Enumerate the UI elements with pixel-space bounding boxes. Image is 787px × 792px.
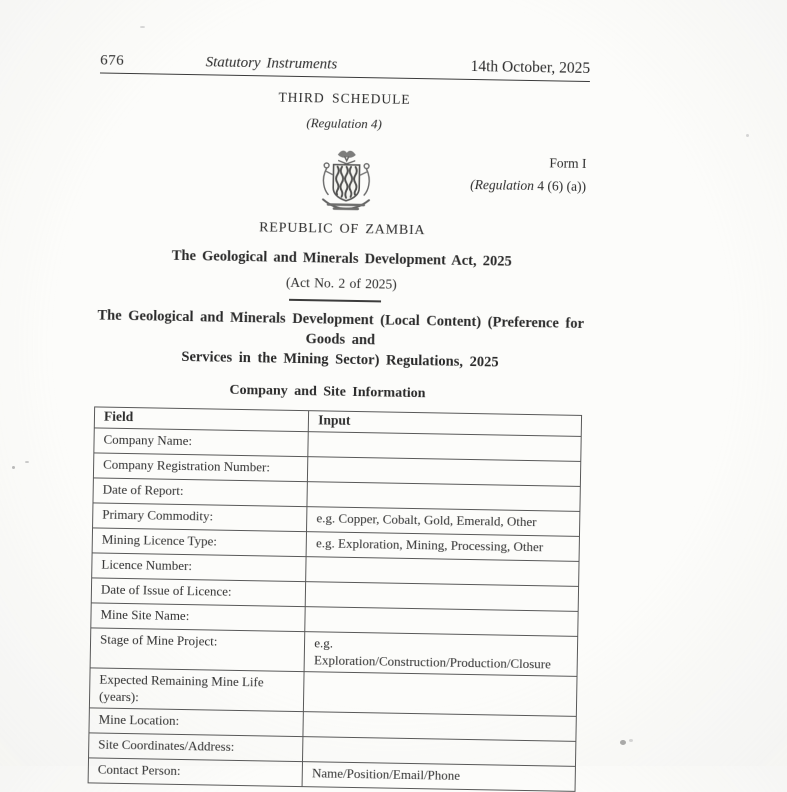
scan-speck	[25, 461, 29, 463]
input-cell	[304, 672, 577, 717]
regulations-title	[83, 305, 598, 374]
field-cell: Mine Site Name:	[91, 603, 306, 632]
form-regulation-rest: 4 (6) (a))	[533, 178, 587, 194]
field-cell: Company Registration Number:	[93, 453, 308, 482]
column-header-input: Input	[309, 411, 582, 437]
schedule-regulation: (Regulation 4)	[306, 115, 382, 132]
country-title: REPUBLIC OF ZAMBIA	[259, 220, 426, 239]
field-cell: Date of Issue of Licence:	[91, 578, 306, 607]
field-cell: Mine Location:	[89, 708, 304, 737]
divider-rule	[289, 299, 381, 303]
column-header-field: Field	[94, 407, 309, 432]
page-content	[88, 51, 591, 791]
arms-and-form-row	[98, 141, 589, 222]
field-cell: Company Name:	[94, 428, 309, 457]
scan-speck	[12, 466, 15, 469]
scan-speck	[746, 134, 749, 137]
field-cell: Site Coordinates/Address:	[89, 733, 304, 762]
field-cell: Primary Commodity:	[93, 503, 308, 532]
form-regulation	[470, 173, 586, 198]
field-cell: Stage of Mine Project:	[90, 628, 305, 672]
act-title: The Geological and Minerals Development Act, 2025	[171, 247, 512, 270]
form-regulation-italic: (Regulation	[470, 176, 535, 194]
header-date: 14th October, 2025	[470, 57, 591, 78]
field-cell: Contact Person:	[88, 758, 303, 787]
regulations-title-line1: The Geological and Minerals Development (Local Content) (Preference for Goods and	[97, 307, 585, 349]
input-cell: e.g. Copper, Cobalt, Gold, Emerald, Other	[307, 507, 580, 537]
zambia-coat-of-arms-icon	[306, 145, 387, 221]
field-cell: Licence Number:	[92, 553, 307, 582]
input-cell: Name/Position/Email/Phone	[302, 762, 575, 792]
field-cell: Date of Report:	[93, 478, 308, 507]
field-cell: Mining Licence Type:	[92, 528, 307, 557]
form-reference	[470, 150, 587, 198]
input-cell: e.g. Exploration/Construction/Production/Closure	[304, 632, 577, 677]
field-cell: Expected Remaining Mine Life (years):	[89, 668, 304, 712]
journal-title: Statutory Instruments	[205, 54, 338, 73]
scan-speck	[140, 26, 145, 28]
act-number: (Act No. 2 of 2025)	[285, 274, 397, 292]
regulations-title-line2: Services in the Mining Sector) Regulations, 2025	[181, 348, 499, 371]
section-title: Company and Site Information	[229, 382, 426, 402]
company-site-information-table	[88, 406, 583, 791]
page-number: 676	[100, 52, 125, 69]
schedule-heading: THIRD SCHEDULE	[278, 89, 411, 107]
form-label: Form I	[549, 155, 587, 171]
scan-speck	[620, 740, 626, 745]
input-cell: e.g. Exploration, Mining, Processing, Other	[306, 532, 579, 562]
